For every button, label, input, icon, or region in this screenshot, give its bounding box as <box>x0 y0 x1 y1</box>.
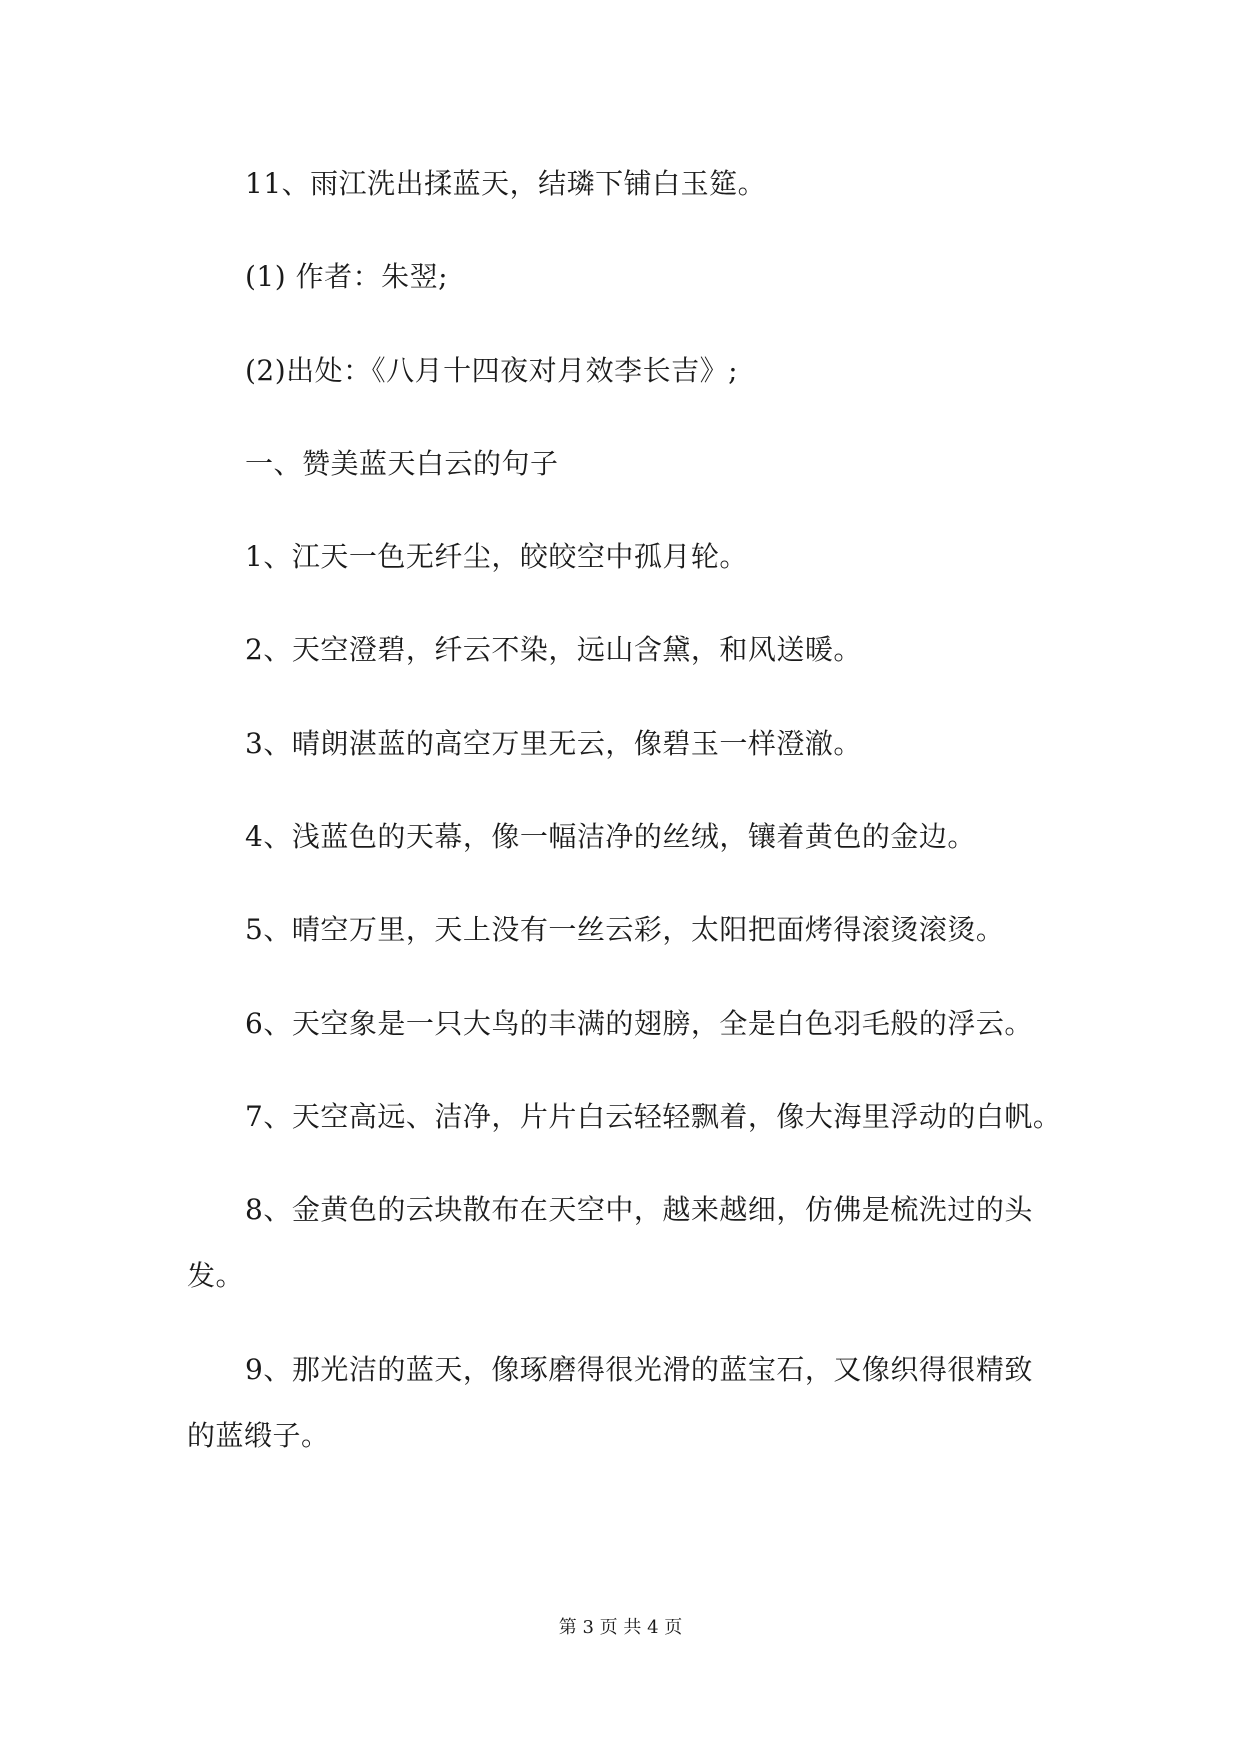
page-footer <box>0 1616 1241 1640</box>
text-line-source: (2)出处：《八月十四夜对月效李长吉》; <box>245 354 739 387</box>
text-line-8: 8、金黄色的云块散布在天空中，越来越细，仿佛是梳洗过的头 <box>245 1193 1033 1226</box>
text-line-5: 5、晴空万里，天上没有一丝云彩，太阳把面烤得滚烫滚烫。 <box>245 913 1005 946</box>
page-number-label: 第 3 页 共 4 页 <box>558 1617 683 1638</box>
text-line-8-cont: 发。 <box>187 1259 245 1292</box>
text-line-1: 1、江天一色无纤尘，皎皎空中孤月轮。 <box>245 540 748 573</box>
text-line-6: 6、天空象是一只大鸟的丰满的翅膀，全是白色羽毛般的浮云。 <box>245 1007 1033 1040</box>
text-line-4: 4、浅蓝色的天幕，像一幅洁净的丝绒，镶着黄色的金边。 <box>245 820 976 853</box>
section-heading: 一、赞美蓝天白云的句子 <box>245 447 559 480</box>
text-line-9: 9、那光洁的蓝天，像琢磨得很光滑的蓝宝石，又像织得很精致 <box>245 1353 1033 1386</box>
text-line-9-cont: 的蓝缎子。 <box>187 1419 330 1452</box>
text-line-2: 2、天空澄碧，纤云不染，远山含黛，和风送暖。 <box>245 633 862 666</box>
text-line-7: 7、天空高远、洁净，片片白云轻轻飘着，像大海里浮动的白帆。 <box>245 1100 1062 1133</box>
text-line-author: (1) 作者：朱翌; <box>245 260 448 293</box>
text-line-11: 11、雨江洗出揉蓝天，结璘下铺白玉筵。 <box>245 167 767 200</box>
text-line-3: 3、晴朗湛蓝的高空万里无云，像碧玉一样澄澈。 <box>245 727 862 760</box>
